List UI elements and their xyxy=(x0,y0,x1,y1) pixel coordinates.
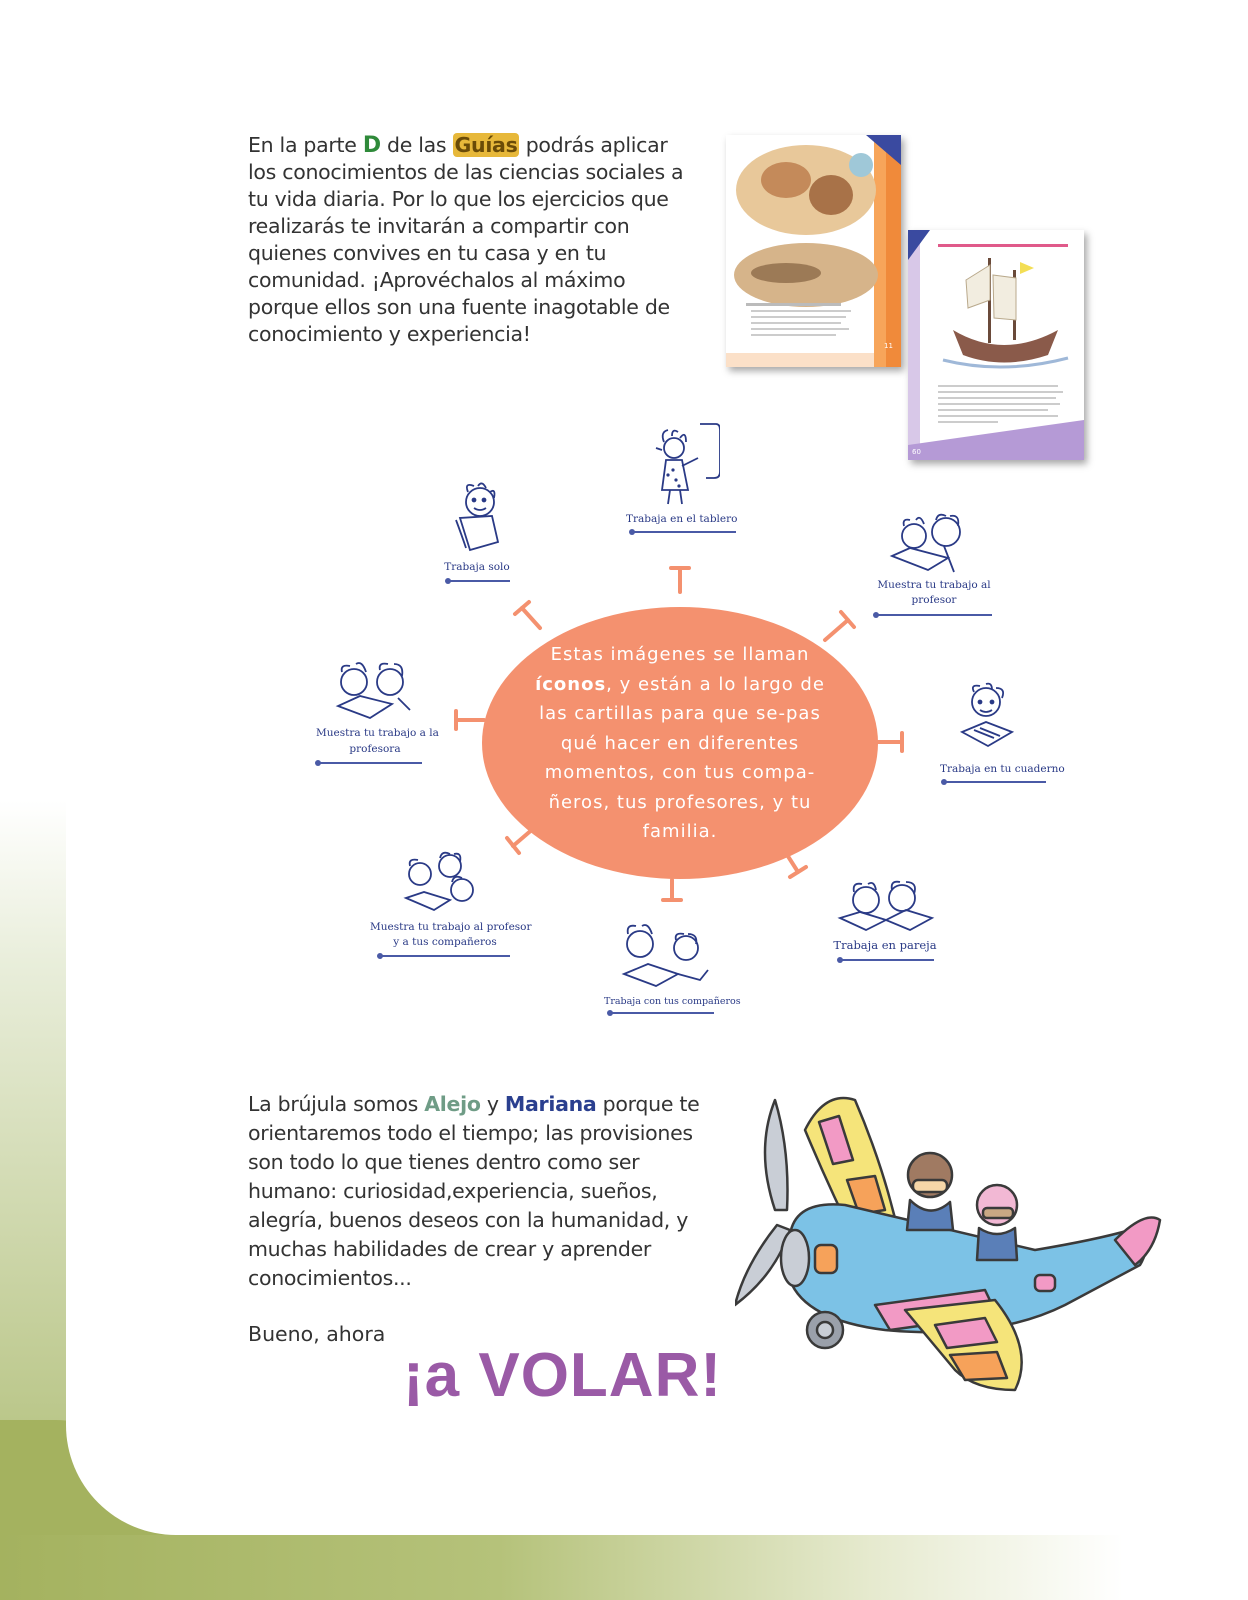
icons-explanation-text xyxy=(520,640,840,847)
compass-text-3: porque te orientaremos todo el tiempo; las provisiones son todo lo que tienes dentro como ser humano: curiosidad,experiencia, sueños, alegría, buenos deseos con la humanidad, y muchas habilidades de crear y aprender conocimientos... xyxy=(248,1092,700,1290)
label-show-teacher-classmates-line1: Muestra tu trabajo al profesor xyxy=(370,921,532,933)
intro-text-2: de las xyxy=(380,133,453,157)
label-show-female-teacher-line1: Muestra tu trabajo a la xyxy=(316,727,439,739)
label-underline-pareja xyxy=(840,959,934,961)
highlight-guias: Guías xyxy=(454,133,518,157)
highlight-letter-d: D xyxy=(362,133,381,158)
label-trabaja-cuaderno: Trabaja en tu cuaderno xyxy=(940,763,1065,775)
hub-text-1: Estas imágenes se llaman xyxy=(550,644,810,665)
compass-paragraph xyxy=(248,1090,708,1293)
name-alejo: Alejo xyxy=(424,1092,481,1116)
label-underline-companeros xyxy=(610,1012,714,1014)
bueno-ahora-text: Bueno, ahora xyxy=(248,1322,386,1346)
label-show-teacher-line1: Muestra tu trabajo al xyxy=(877,579,991,591)
board-work-icon xyxy=(648,420,720,510)
label-show-teacher-line2: profesor xyxy=(911,594,957,606)
label-trabaja-solo: Trabaja solo xyxy=(444,561,510,573)
label-underline-show-teacher xyxy=(876,614,992,616)
a-volar-heading: ¡a VOLAR! xyxy=(403,1341,722,1410)
notebook-work-icon xyxy=(958,682,1014,756)
label-show-teacher-classmates-line2: y a tus compañeros xyxy=(393,936,497,948)
label-underline-show-female-teacher xyxy=(318,762,422,764)
label-underline-cuaderno xyxy=(944,781,1046,783)
label-trabaja-companeros: Trabaja con tus compañeros xyxy=(604,996,741,1007)
intro-text-1: En la parte xyxy=(248,133,363,157)
hub-text-2: , y están a lo largo de las cartillas para que se-pas qué hacer en diferentes momentos, con tus compa-ñeros, tus profesores, y tu familia. xyxy=(539,673,825,842)
label-show-female-teacher-line2: profesora xyxy=(349,743,401,755)
label-trabaja-tablero: Trabaja en el tablero xyxy=(626,513,738,525)
label-underline-show-teacher-classmates xyxy=(380,955,510,957)
compass-text-2: y xyxy=(480,1092,505,1116)
show-teacher-classmates-icon xyxy=(400,850,484,918)
airplane-illustration xyxy=(735,1090,1175,1430)
classmates-work-icon xyxy=(616,922,712,994)
thumbnail-2-page-number: 60 xyxy=(912,448,921,456)
name-mariana: Mariana xyxy=(504,1092,597,1116)
intro-text-3: podrás aplicar los conocimientos de las ciencias sociales a tu vida diaria. Por lo que los ejercicios que realizarás te invitarán a compartir con quienes convives en tu casa y en tu comunidad. ¡Aprovéchalos al máximo porque ellos son una fuente inagotable de conocimiento y experiencia! xyxy=(248,133,684,346)
hub-text-bold: íconos xyxy=(535,673,607,695)
label-trabaja-pareja: Trabaja en pareja xyxy=(833,938,937,952)
show-teacher-icon xyxy=(888,512,976,578)
label-underline-tablero xyxy=(632,531,736,533)
label-underline-solo xyxy=(448,580,510,582)
compass-text-1: La brújula somos xyxy=(248,1092,425,1116)
pair-work-icon xyxy=(836,878,936,936)
show-female-teacher-icon xyxy=(330,660,420,726)
thumbnail-1-page-number: 11 xyxy=(884,342,893,350)
solo-work-icon xyxy=(448,480,510,560)
